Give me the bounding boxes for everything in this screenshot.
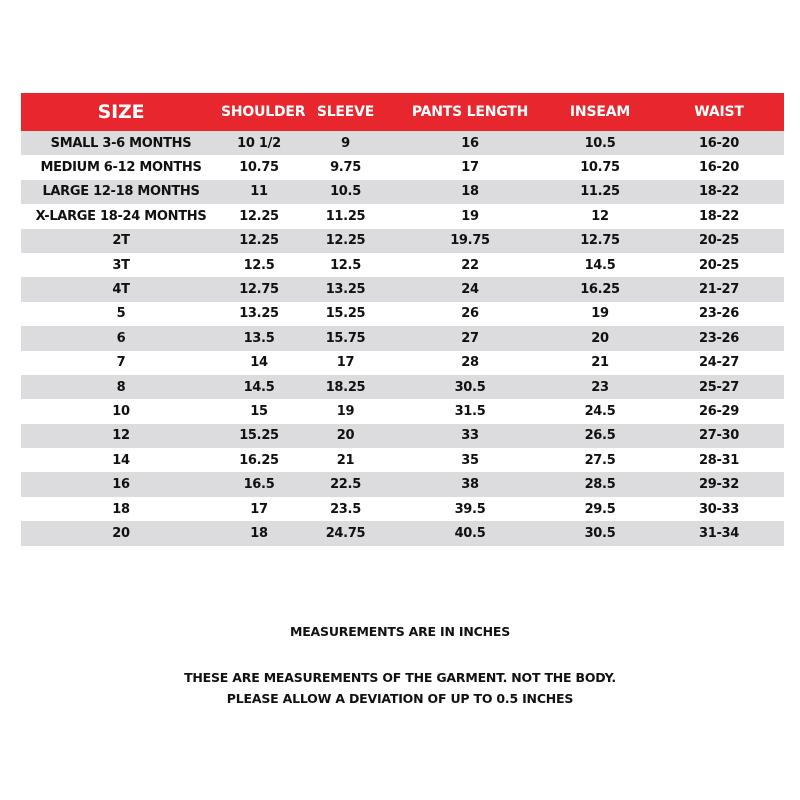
cell-size: 20 bbox=[112, 525, 130, 541]
table-row bbox=[21, 351, 784, 375]
table-row bbox=[21, 399, 784, 423]
cell-inseam: 21 bbox=[591, 355, 609, 371]
cell-shoulder: 16.25 bbox=[239, 452, 279, 468]
cell-sleeve: 24.75 bbox=[325, 525, 366, 541]
cell-waist: 23-26 bbox=[698, 330, 740, 346]
cell-waist: 18-22 bbox=[698, 208, 740, 224]
cell-pants-length: 38 bbox=[461, 477, 479, 493]
header-size: SIZE bbox=[97, 101, 145, 123]
cell-size: 12 bbox=[112, 428, 130, 444]
cell-shoulder: 14.5 bbox=[243, 379, 275, 395]
cell-sleeve: 12.25 bbox=[325, 233, 366, 249]
cell-inseam: 10.75 bbox=[580, 160, 620, 176]
cell-waist: 23-26 bbox=[698, 306, 740, 322]
cell-waist: 16-20 bbox=[698, 135, 740, 151]
cell-inseam: 24.5 bbox=[584, 403, 616, 419]
cell-shoulder: 12.75 bbox=[239, 282, 279, 298]
header-sleeve: SLEEVE bbox=[316, 104, 375, 120]
cell-pants-length: 30.5 bbox=[454, 379, 486, 395]
cell-pants-length: 19 bbox=[461, 208, 479, 224]
table-row bbox=[21, 155, 784, 179]
table-row bbox=[21, 424, 784, 448]
cell-size: 18 bbox=[112, 501, 130, 517]
table-row bbox=[21, 180, 784, 204]
cell-size: 4T bbox=[112, 282, 130, 298]
cell-inseam: 23 bbox=[591, 379, 609, 395]
table-row bbox=[21, 521, 784, 545]
cell-shoulder: 10 1/2 bbox=[237, 135, 281, 151]
cell-shoulder: 12.25 bbox=[239, 208, 279, 224]
cell-size: MEDIUM 6-12 MONTHS bbox=[40, 160, 202, 176]
table-row bbox=[21, 326, 784, 350]
table-row bbox=[21, 302, 784, 326]
cell-sleeve: 10.5 bbox=[330, 184, 361, 200]
cell-waist: 31-34 bbox=[698, 525, 740, 541]
cell-sleeve: 9.75 bbox=[330, 160, 361, 176]
cell-pants-length: 35 bbox=[461, 452, 479, 468]
cell-shoulder: 13.5 bbox=[243, 330, 275, 346]
cell-size: 8 bbox=[116, 379, 126, 395]
cell-sleeve: 17 bbox=[336, 355, 355, 371]
cell-inseam: 14.5 bbox=[584, 257, 616, 273]
cell-inseam: 19 bbox=[591, 306, 609, 322]
cell-size: SMALL 3-6 MONTHS bbox=[50, 135, 192, 151]
cell-shoulder: 13.25 bbox=[239, 306, 279, 322]
cell-inseam: 10.5 bbox=[584, 135, 616, 151]
cell-waist: 20-25 bbox=[698, 233, 740, 249]
table-row bbox=[21, 375, 784, 399]
table-row bbox=[21, 253, 784, 277]
cell-waist: 27-30 bbox=[698, 428, 740, 444]
cell-size: 16 bbox=[112, 477, 130, 493]
table-row bbox=[21, 448, 784, 472]
header-waist: WAIST bbox=[694, 104, 744, 120]
deviation-note: PLEASE ALLOW A DEVIATION OF UP TO 0.5 INCHES bbox=[226, 691, 574, 706]
table-row bbox=[21, 229, 784, 253]
cell-shoulder: 18 bbox=[250, 525, 268, 541]
cell-size: 10 bbox=[112, 403, 130, 419]
cell-pants-length: 27 bbox=[461, 330, 479, 346]
cell-inseam: 27.5 bbox=[584, 452, 616, 468]
cell-size: 2T bbox=[112, 233, 130, 249]
units-note: MEASUREMENTS ARE IN INCHES bbox=[289, 624, 511, 639]
cell-pants-length: 39.5 bbox=[454, 501, 486, 517]
cell-shoulder: 10.75 bbox=[239, 160, 279, 176]
header-shoulder: SHOULDER bbox=[221, 104, 306, 120]
cell-sleeve: 13.25 bbox=[325, 282, 366, 298]
cell-pants-length: 28 bbox=[461, 355, 479, 371]
cell-shoulder: 16.5 bbox=[243, 477, 275, 493]
cell-sleeve: 21 bbox=[336, 452, 355, 468]
cell-pants-length: 16 bbox=[461, 135, 479, 151]
header-inseam: INSEAM bbox=[569, 104, 631, 120]
cell-pants-length: 40.5 bbox=[454, 525, 486, 541]
cell-sleeve: 19 bbox=[336, 403, 355, 419]
table-row bbox=[21, 204, 784, 228]
cell-sleeve: 11.25 bbox=[325, 208, 366, 224]
cell-sleeve: 9 bbox=[341, 135, 350, 151]
cell-sleeve: 22.5 bbox=[330, 477, 361, 493]
cell-sleeve: 15.75 bbox=[325, 330, 366, 346]
cell-size: 3T bbox=[112, 257, 130, 273]
table-row bbox=[21, 277, 784, 301]
cell-sleeve: 12.5 bbox=[330, 257, 361, 273]
size-chart-table bbox=[21, 93, 784, 546]
cell-pants-length: 24 bbox=[461, 282, 479, 298]
cell-waist: 21-27 bbox=[698, 282, 740, 298]
cell-shoulder: 17 bbox=[250, 501, 268, 517]
cell-shoulder: 11 bbox=[250, 184, 268, 200]
table-row bbox=[21, 472, 784, 496]
cell-inseam: 20 bbox=[591, 330, 609, 346]
cell-size: 6 bbox=[116, 330, 126, 346]
cell-inseam: 16.25 bbox=[580, 282, 620, 298]
cell-pants-length: 22 bbox=[461, 257, 479, 273]
cell-size: 14 bbox=[112, 452, 130, 468]
cell-pants-length: 17 bbox=[461, 160, 479, 176]
cell-pants-length: 19.75 bbox=[450, 233, 490, 249]
cell-inseam: 11.25 bbox=[580, 184, 620, 200]
cell-pants-length: 33 bbox=[461, 428, 479, 444]
cell-waist: 25-27 bbox=[698, 379, 740, 395]
cell-inseam: 29.5 bbox=[584, 501, 616, 517]
cell-pants-length: 18 bbox=[461, 184, 479, 200]
cell-waist: 24-27 bbox=[698, 355, 740, 371]
header-pants-length: PANTS LENGTH bbox=[411, 104, 529, 120]
garment-note: THESE ARE MEASUREMENTS OF THE GARMENT. NOT THE BODY. bbox=[184, 670, 616, 685]
cell-shoulder: 15 bbox=[250, 403, 268, 419]
cell-sleeve: 15.25 bbox=[325, 306, 366, 322]
cell-waist: 26-29 bbox=[698, 403, 740, 419]
cell-size: X-LARGE 18-24 MONTHS bbox=[35, 208, 207, 224]
cell-shoulder: 12.25 bbox=[239, 233, 279, 249]
size-chart-body bbox=[21, 131, 784, 546]
cell-waist: 18-22 bbox=[698, 184, 740, 200]
cell-pants-length: 31.5 bbox=[454, 403, 486, 419]
cell-inseam: 12.75 bbox=[580, 233, 620, 249]
cell-waist: 30-33 bbox=[698, 501, 740, 517]
cell-inseam: 30.5 bbox=[584, 525, 616, 541]
cell-pants-length: 26 bbox=[461, 306, 479, 322]
cell-size: 7 bbox=[116, 355, 126, 371]
cell-waist: 29-32 bbox=[698, 477, 740, 493]
cell-inseam: 26.5 bbox=[584, 428, 616, 444]
cell-shoulder: 12.5 bbox=[243, 257, 275, 273]
cell-waist: 28-31 bbox=[698, 452, 740, 468]
cell-sleeve: 23.5 bbox=[330, 501, 361, 517]
size-chart-header bbox=[21, 93, 784, 131]
cell-shoulder: 14 bbox=[250, 355, 268, 371]
cell-inseam: 28.5 bbox=[584, 477, 616, 493]
cell-inseam: 12 bbox=[591, 208, 609, 224]
cell-waist: 20-25 bbox=[698, 257, 740, 273]
cell-shoulder: 15.25 bbox=[239, 428, 279, 444]
cell-sleeve: 18.25 bbox=[325, 379, 366, 395]
table-row bbox=[21, 497, 784, 521]
header-row bbox=[21, 93, 784, 131]
table-row bbox=[21, 131, 784, 155]
cell-sleeve: 20 bbox=[336, 428, 355, 444]
cell-waist: 16-20 bbox=[698, 160, 740, 176]
cell-size: 5 bbox=[116, 306, 126, 322]
cell-size: LARGE 12-18 MONTHS bbox=[42, 184, 200, 200]
